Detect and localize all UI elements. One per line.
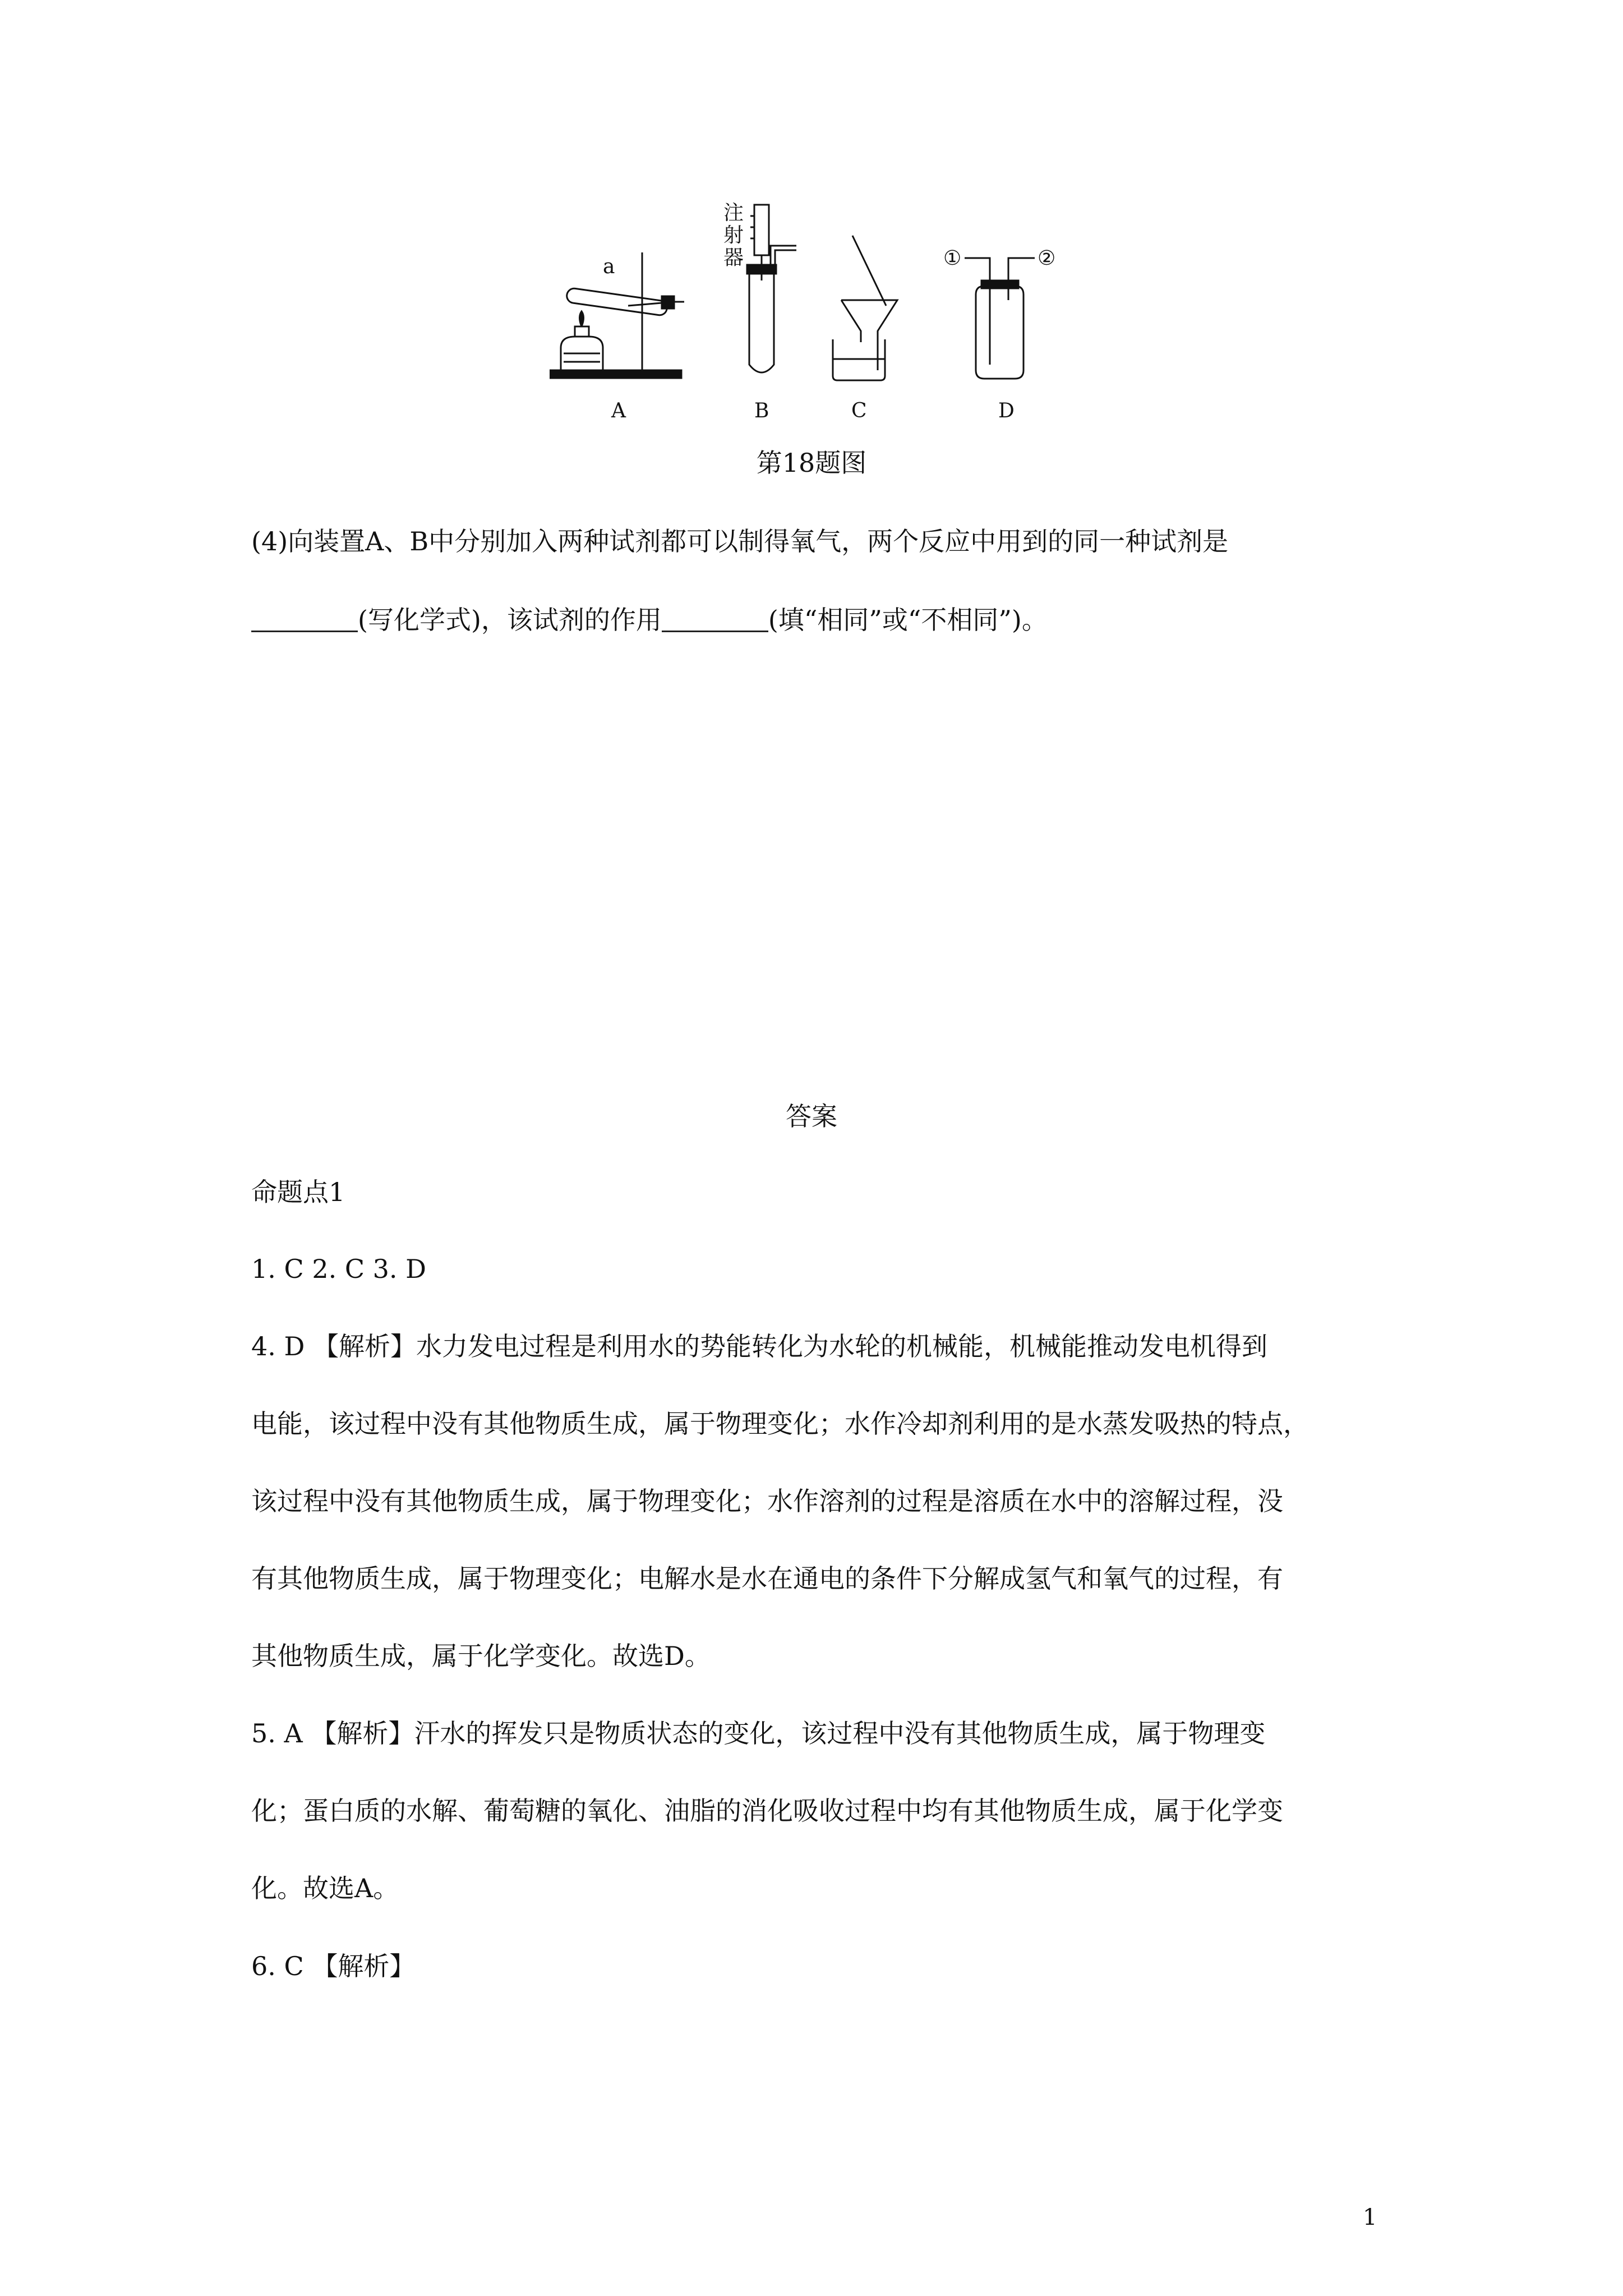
answers-1-3: 1. C 2. C 3. D [251,1254,427,1284]
answer-4-line-3: 该过程中没有其他物质生成，属于物理变化；水作溶剂的过程是溶质在水中的溶解过程，没 [251,1486,1283,1516]
page-number: 1 [1363,2205,1377,2230]
answer-4-line-4: 有其他物质生成，属于物理变化；电解水是水在通电的条件下分解成氢气和氧气的过程，有 [251,1563,1283,1594]
question-4-line-1: (4)向装置A、B中分别加入两种试剂都可以制得氧气，两个反应中用到的同一种试剂是 [251,526,1229,556]
answers-heading: 答案 [786,1101,837,1131]
apparatus-figure [550,202,1077,438]
answer-6: 6. C 【解析】 [251,1951,416,1981]
answer-4-line-2: 电能，该过程中没有其他物质生成，属于物理变化；水作冷却剂利用的是水蒸发吸热的特点， [251,1409,1309,1439]
apparatus-a [550,252,684,378]
apparatus-d [965,258,1035,379]
section-label: 命题点1 [251,1177,345,1207]
circle-2-label: ② [1038,247,1056,270]
circle-1-label: ① [943,247,962,270]
answer-5-line-1: 5. A 【解析】汗水的挥发只是物质状态的变化，该过程中没有其他物质生成，属于物理变 [251,1718,1266,1749]
answer-blank-formula[interactable] [251,606,358,632]
answer-blank-role[interactable] [662,606,768,632]
label-B: B [754,399,769,422]
answer-4-line-1: 4. D 【解析】水力发电过程是利用水的势能转化为水轮的机械能，机械能推动发电机得到 [251,1331,1268,1361]
syringe-label: 注射器 [723,201,744,269]
answer-5-line-2: 化；蛋白质的水解、葡萄糖的氧化、油脂的消化吸收过程中均有其他物质生成，属于化学变 [251,1796,1283,1826]
answer-5-line-3: 化。故选A。 [251,1873,399,1903]
apparatus-drawing [550,202,1077,438]
apparatus-b [747,205,796,372]
question-4-part-a: (写化学式)，该试剂的作用 [358,605,662,635]
label-D: D [998,399,1015,422]
label-a-small: a [603,255,615,278]
question-4-line-2 [251,603,1048,637]
label-A: A [611,399,626,422]
apparatus-c [833,236,897,380]
label-C: C [851,399,867,422]
answer-4-line-5: 其他物质生成，属于化学变化。故选D。 [251,1641,711,1671]
figure-caption: 第18题图 [756,448,867,478]
question-4-part-b: (填“相同”或“不相同”)。 [768,605,1048,635]
